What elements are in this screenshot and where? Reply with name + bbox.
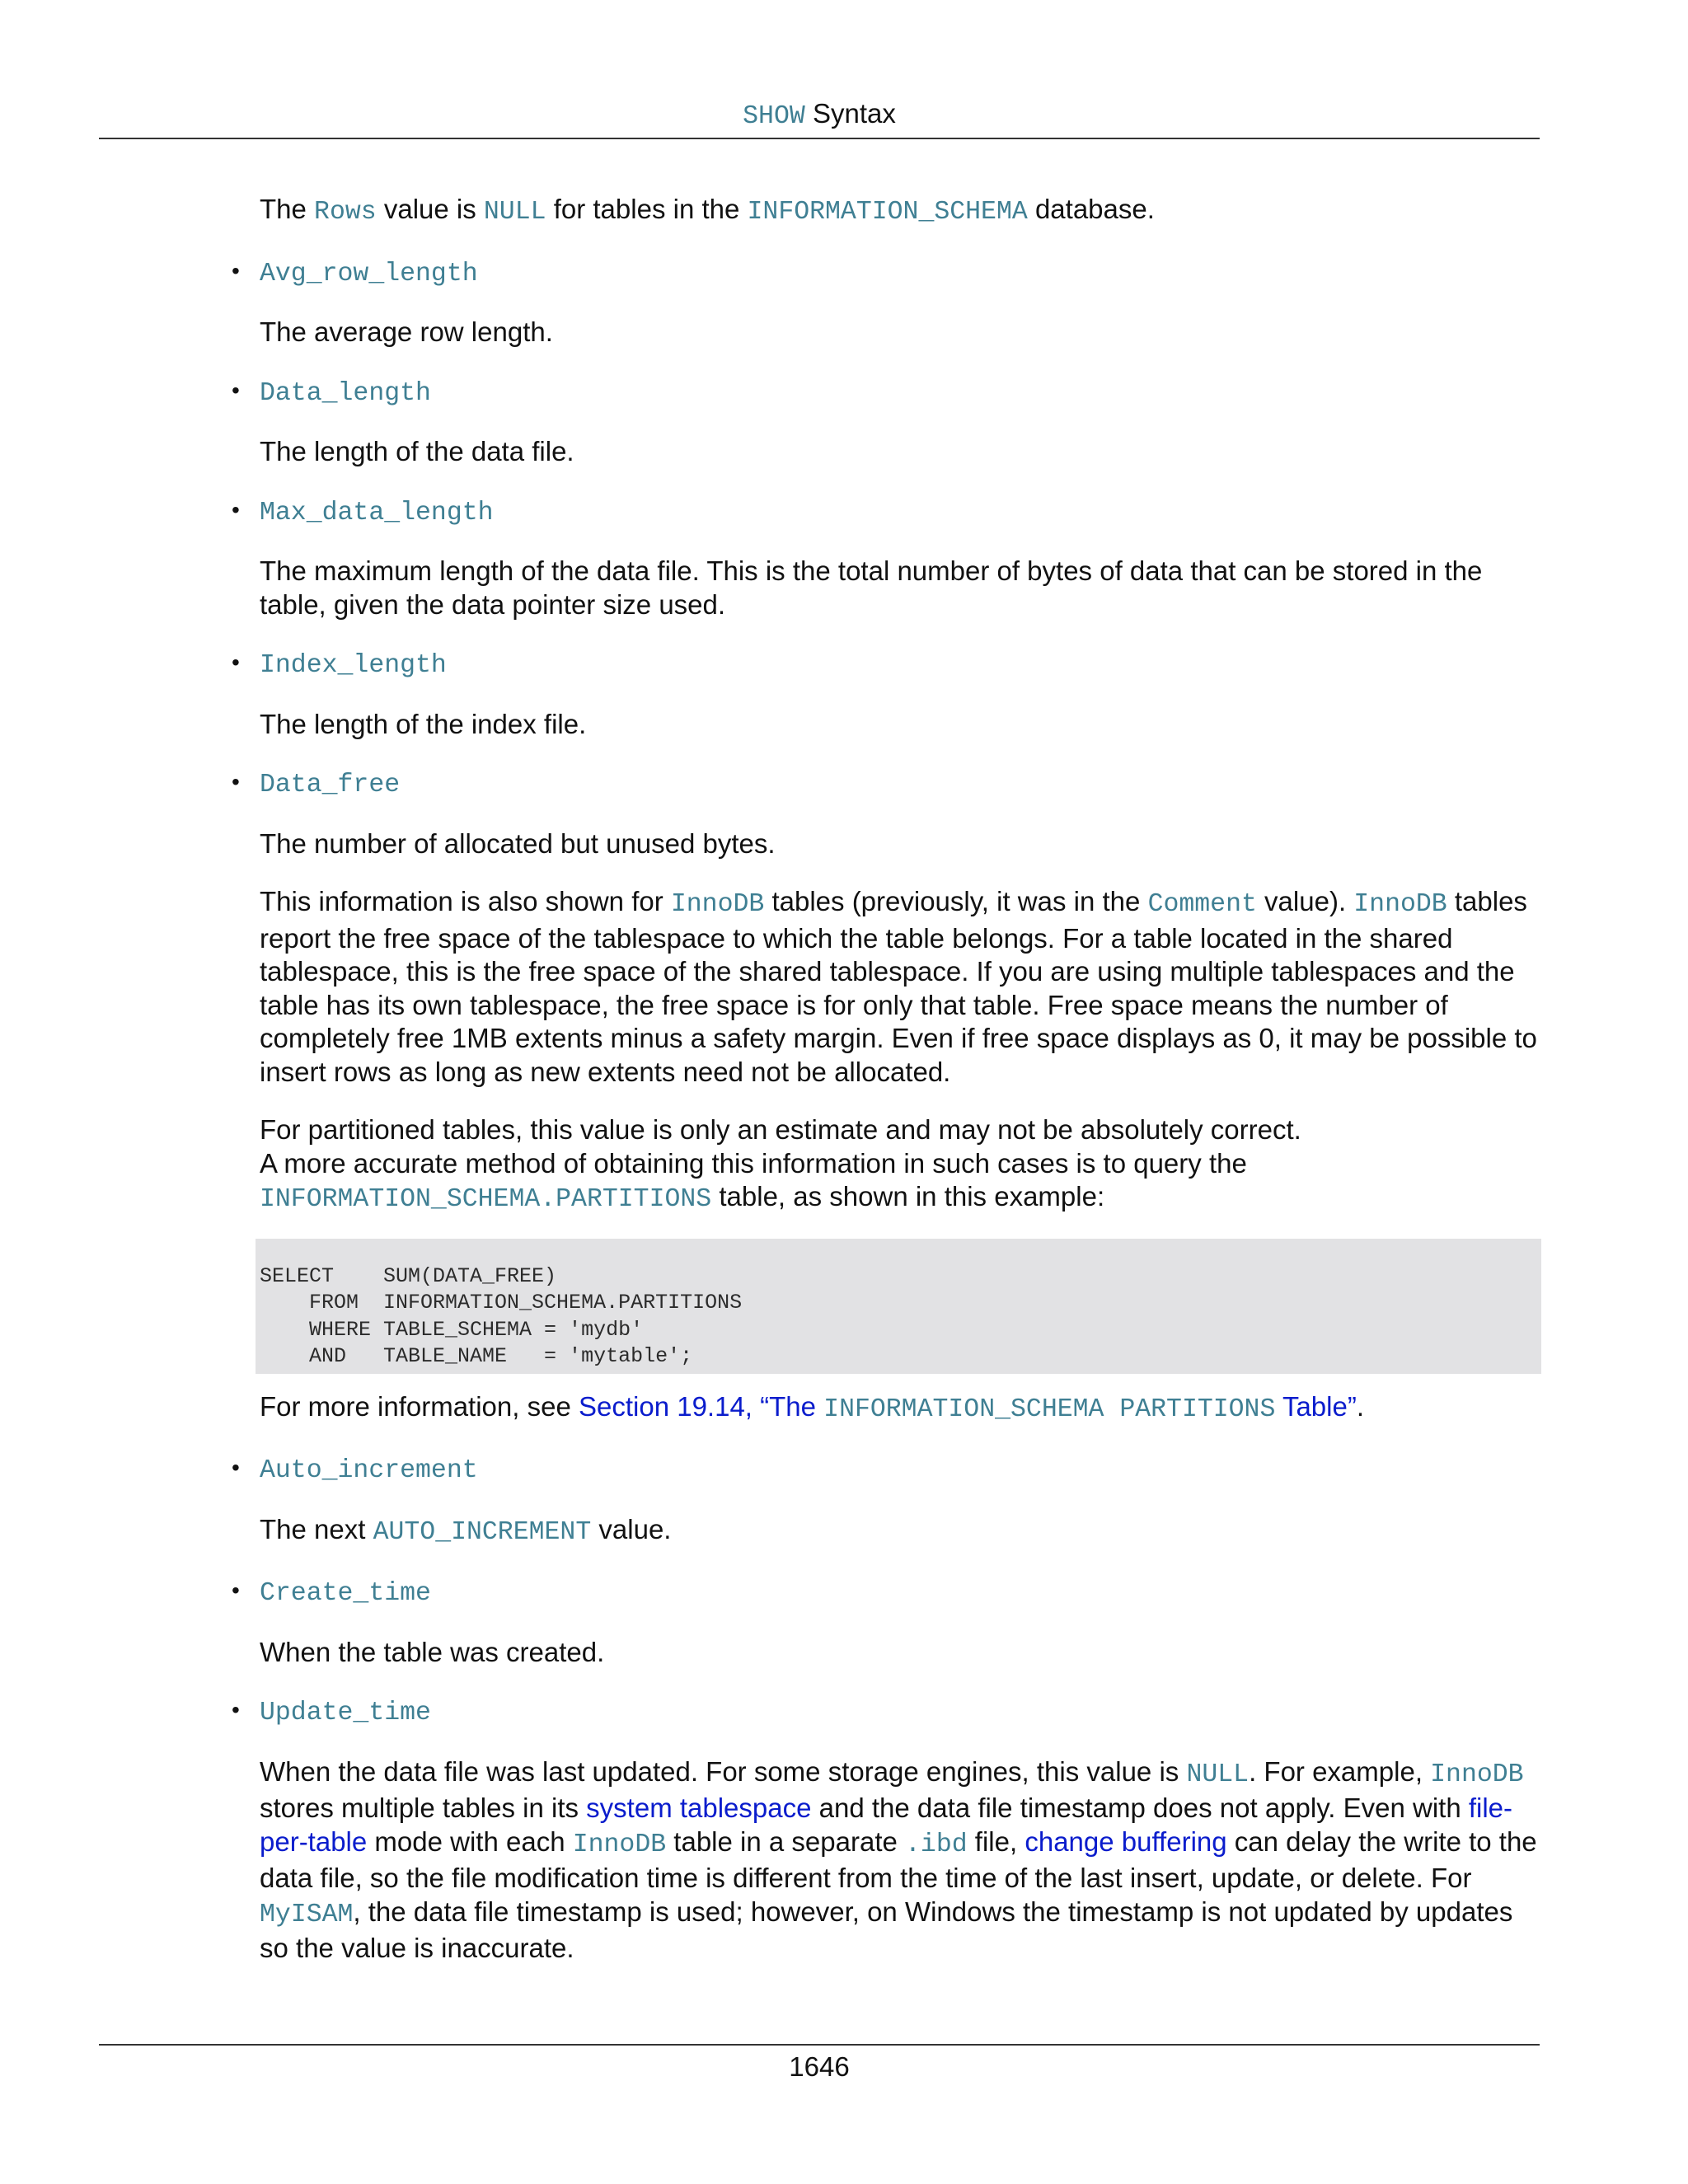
- avg-row-length-description: The average row length.: [260, 316, 553, 347]
- term-create-time: • Create_time: [260, 1574, 1545, 1611]
- bullet-icon: •: [232, 1577, 240, 1603]
- term-max-data-length: • Max_data_length: [260, 494, 1545, 531]
- bullet-icon: •: [232, 377, 240, 403]
- rows-paragraph: The Rows value is NULL for tables in the INFORMATION_SCHEMA database.: [260, 194, 1155, 227]
- partitions-code: INFORMATION_SCHEMA.PARTITIONS: [260, 1185, 712, 1214]
- innodb-code: InnoDB: [1353, 890, 1447, 919]
- bullet-icon: •: [232, 649, 240, 675]
- bullet-icon: •: [232, 769, 240, 794]
- data-length-description: The length of the data file.: [260, 436, 574, 466]
- index-length-description: The length of the index file.: [260, 708, 587, 739]
- comment-code: Comment: [1147, 890, 1257, 919]
- file-per-table-link[interactable]: file-per-table: [260, 1793, 1513, 1857]
- null-code: NULL: [483, 198, 546, 227]
- data-free-innodb-paragraph: This information is also shown for InnoDB tables (previously, it was in the Comment value). InnoDB tables report the free space of the tablespace to which the table belongs. For a table located in the shared tablespace, this is the free space of the shared tablespace. If you are using multiple tablespaces and the table has its own tablespace, the free space is for only that table. Free space means the number of completely free 1MB extents minus a safety margin. Even if free space displays as 0, it may be possible to insert rows as long as new extents need not be allocated.: [260, 886, 1537, 1087]
- page-header: [99, 94, 1540, 137]
- partitioned-tables-paragraph: For partitioned tables, this value is only an estimate and may not be absolutely correct. A more accurate method of obtaining this information in such cases is to query the INFORMATION_SCHEMA.PARTITIONS table, as shown in this example:: [260, 1114, 1301, 1214]
- auto-increment-code: AUTO_INCREMENT: [373, 1517, 592, 1547]
- max-data-length-description: The maximum length of the data file. This is the total number of bytes of data that can be stored in the table, given the data pointer size used.: [260, 555, 1483, 620]
- term-data-length: • Data_length: [260, 374, 1545, 411]
- auto-increment-description: The next AUTO_INCREMENT value.: [260, 1513, 672, 1547]
- rows-code: Rows: [314, 198, 377, 227]
- system-tablespace-link[interactable]: system tablespace: [586, 1793, 812, 1823]
- footer-divider: [99, 2044, 1540, 2046]
- term-avg-row-length: • Avg_row_length: [260, 255, 1545, 292]
- innodb-code: InnoDB: [670, 890, 765, 919]
- sql-example-codeblock: [256, 1239, 1541, 1374]
- data-free-description: The number of allocated but unused bytes.: [260, 827, 776, 859]
- bullet-icon: •: [232, 496, 240, 523]
- page-content: [232, 193, 1545, 1966]
- bullet-icon: •: [232, 1455, 240, 1480]
- page-number: 1646: [789, 2051, 850, 2082]
- term-auto-increment: • Auto_increment: [260, 1451, 1545, 1488]
- information-schema-code: INFORMATION_SCHEMA: [747, 198, 1028, 227]
- term-index-length: • Index_length: [260, 646, 1545, 683]
- bullet-icon: •: [232, 1697, 240, 1722]
- more-information-paragraph: For more information, see Section 19.14, “The INFORMATION_SCHEMA PARTITIONS Table”.: [260, 1390, 1364, 1424]
- term-update-time: • Update_time: [260, 1694, 1545, 1731]
- term-data-free: • Data_free: [260, 766, 1545, 803]
- header-divider: [99, 138, 1540, 139]
- sql-example-code: SELECT SUM(DATA_FREE) FROM INFORMATION_SCHEMA.PARTITIONS WHERE TABLE_SCHEMA = 'mydb' AND TABLE_NAME = 'mytable';: [260, 1263, 743, 1368]
- header-code: SHOW: [743, 102, 805, 131]
- update-time-description: When the data file was last updated. For some storage engines, this value is NULL. For example, InnoDB stores multiple tables in its system tablespace and the data file timestamp does not apply. Even with file-per-table mode with each InnoDB table in a separate .ibd file, change buffering can delay the write to the data file, so the file modification time is different from the time of the last insert, update, or delete. For MyISAM, the data file timestamp is used; however, on Windows the timestamp is not updated by updates so the value is inaccurate.: [260, 1755, 1537, 1963]
- bullet-icon: •: [232, 257, 240, 284]
- section-19-14-link[interactable]: Section 19.14, “The INFORMATION_SCHEMA PARTITIONS Table”: [578, 1390, 1357, 1424]
- create-time-description: When the table was created.: [260, 1636, 605, 1667]
- change-buffering-link[interactable]: change buffering: [1025, 1825, 1227, 1857]
- header-title: Syntax: [804, 98, 896, 129]
